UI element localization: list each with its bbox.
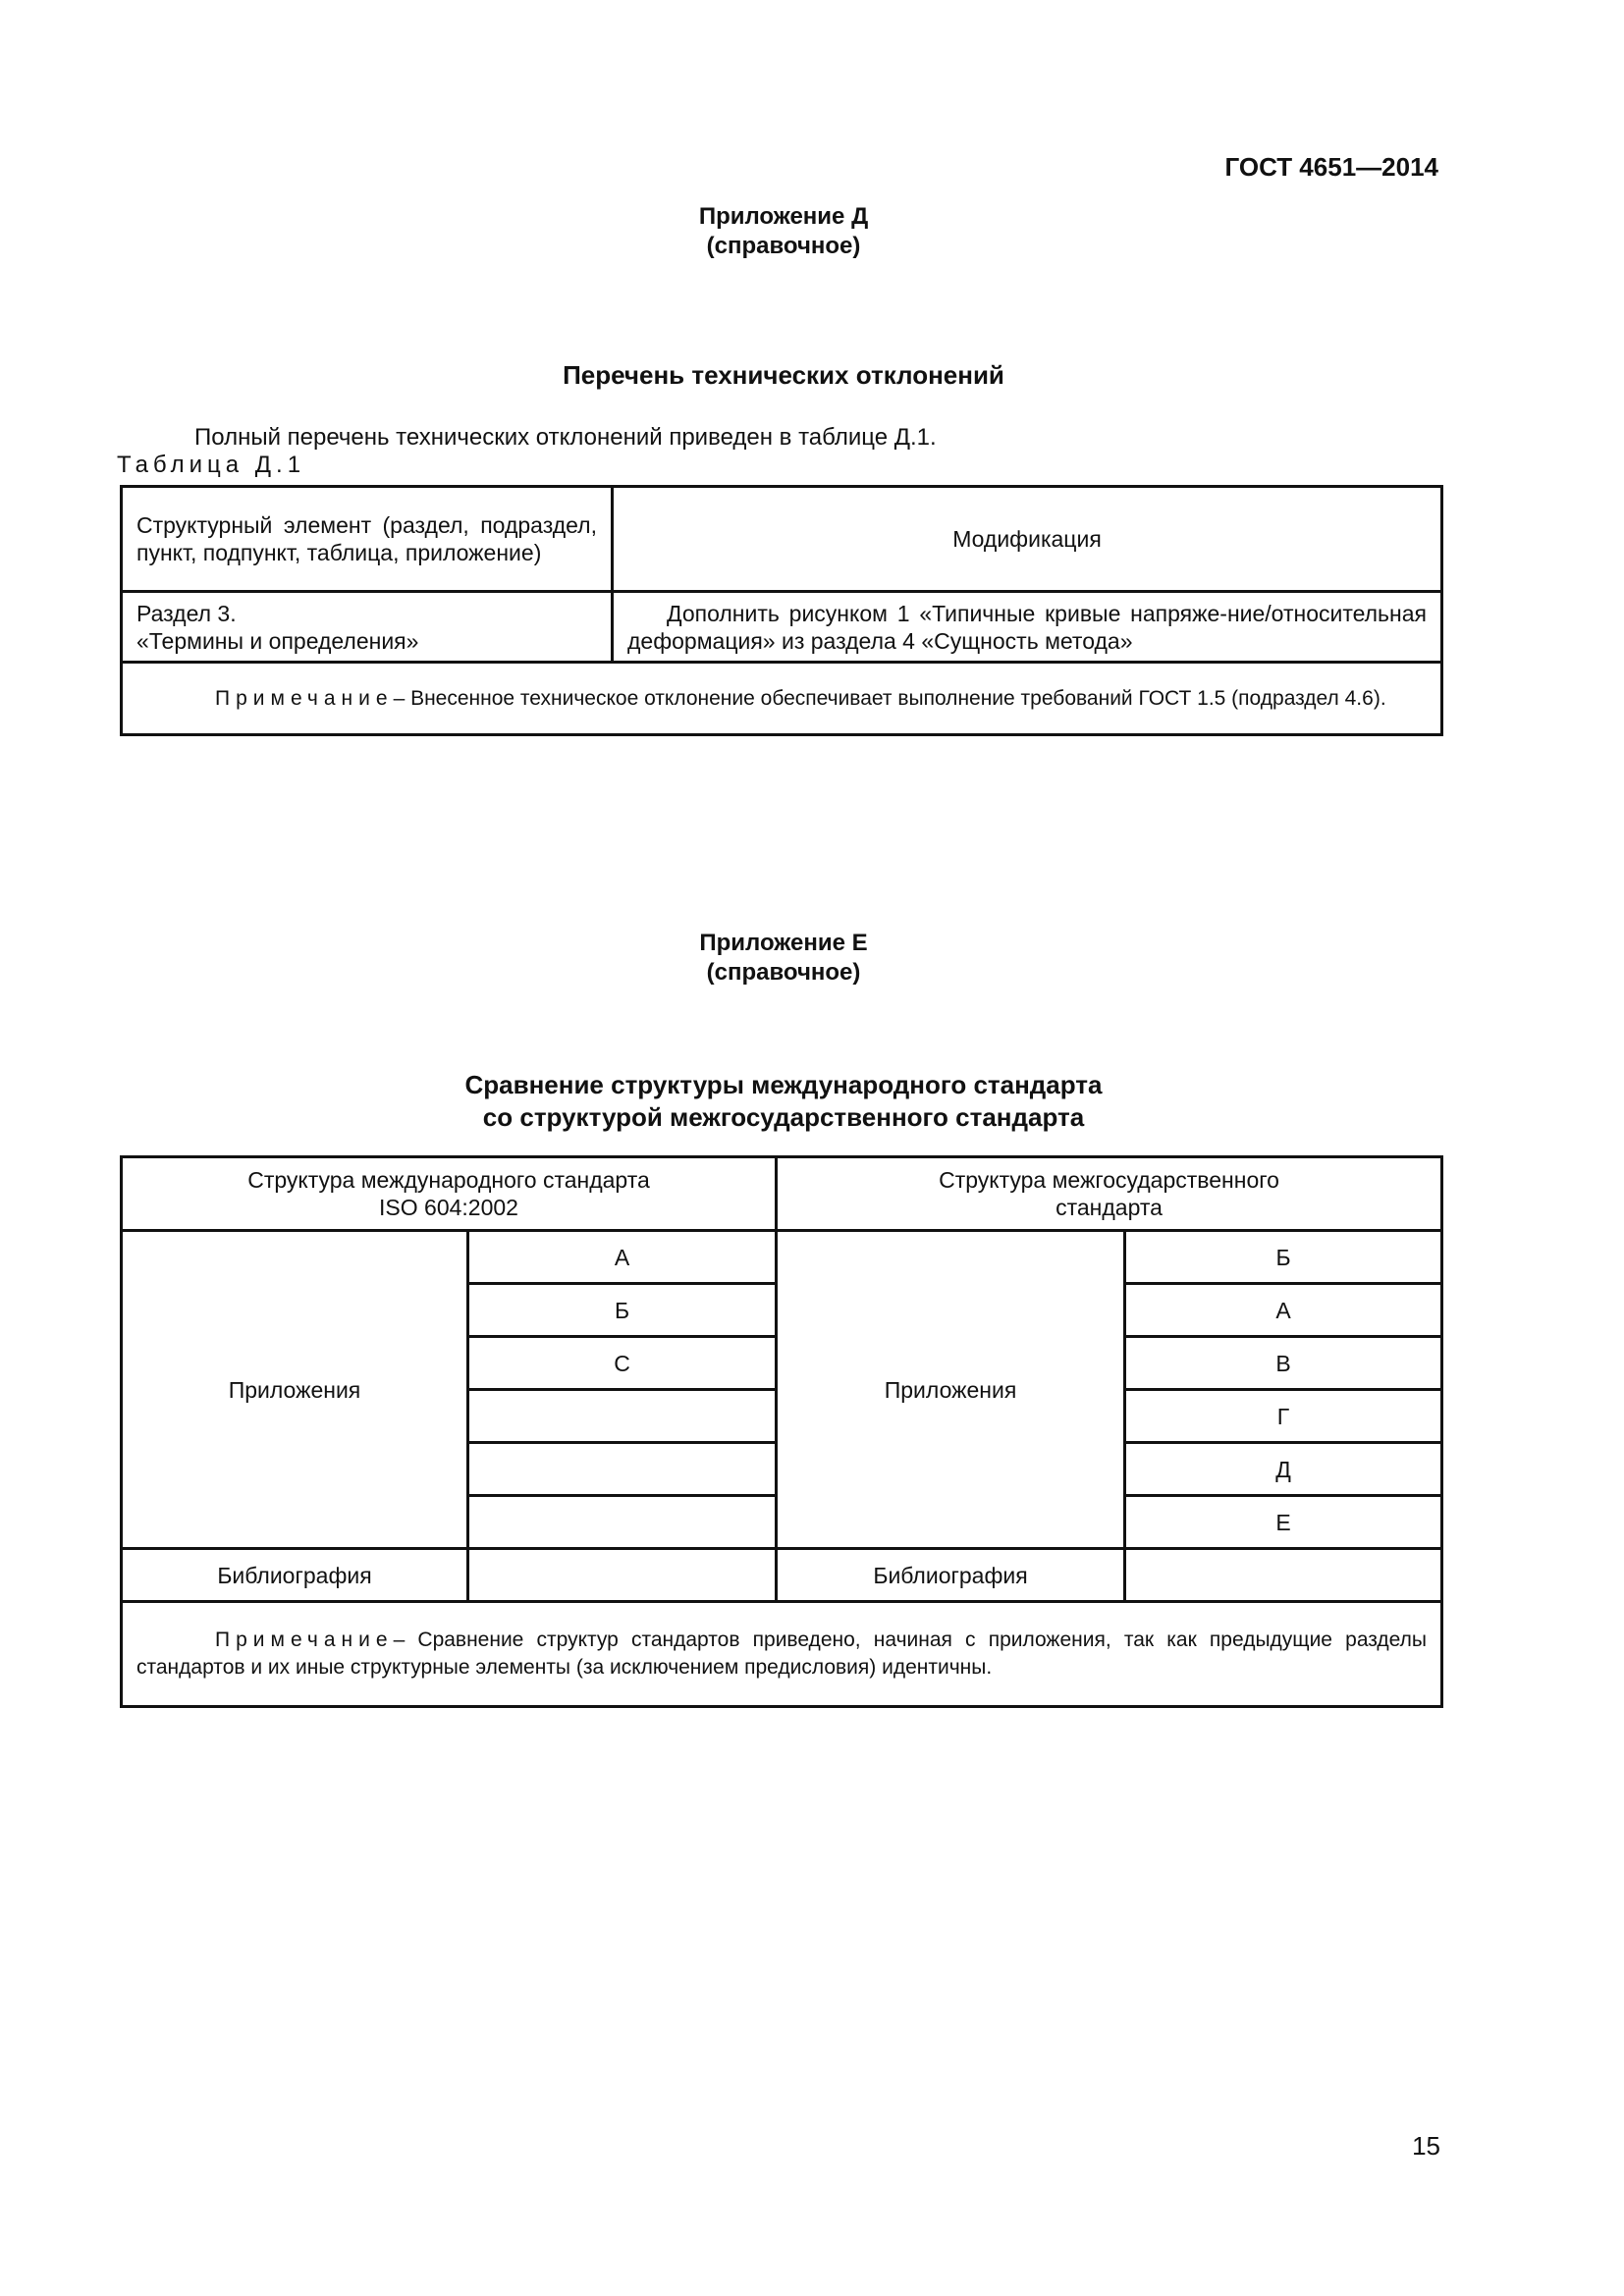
table-comparison-note-label: Примечание [215, 1629, 394, 1651]
intl-appendix-cell [468, 1390, 777, 1443]
intl-standard-header-line1: Структура международного стандарта [247, 1167, 650, 1193]
appendix-e-title: Приложение Е [699, 930, 868, 956]
interstate-appendix-cell: Д [1125, 1443, 1442, 1496]
table-comparison-note [122, 1602, 1442, 1707]
appendix-e-section-title-line1: Сравнение структуры международного стандарта [464, 1070, 1103, 1099]
table-d1-structural-element [122, 592, 613, 663]
appendix-e-heading [0, 929, 1567, 988]
appendix-e-section-title [0, 1069, 1567, 1134]
table-d1-note-label: Примечание [215, 686, 394, 710]
interstate-appendix-cell: Б [1125, 1231, 1442, 1284]
table-comparison-note-row [122, 1602, 1442, 1707]
interstate-standard-header-line2: стандарта [1056, 1195, 1163, 1220]
appendix-e-subtitle: (справочное) [706, 959, 861, 986]
interstate-appendix-cell: В [1125, 1337, 1442, 1390]
intl-appendix-cell: Б [468, 1284, 777, 1337]
table-row [122, 1231, 1442, 1284]
table-d1-note [122, 663, 1442, 735]
table-d1-section-name: «Термины и определения» [136, 627, 419, 654]
table-comparison-header-row [122, 1157, 1442, 1231]
appendix-d-heading [0, 202, 1567, 261]
table-row [122, 1549, 1442, 1602]
interstate-standard-header [777, 1157, 1442, 1231]
appendix-d-intro: Полный перечень технических отклонений приведен в таблице Д.1. [194, 424, 937, 451]
table-comparison-note-text: – Сравнение структур стандартов приведено, начиная с приложения, так как предыдущие разделы стандартов и их иные структурные элементы (за исключением предисловия) идентичны. [136, 1629, 1428, 1679]
intl-appendix-cell [468, 1496, 777, 1549]
interstate-bibliography-cell [1125, 1549, 1442, 1602]
table-d1-section-number: Раздел 3. [136, 600, 237, 626]
intl-standard-header-line2: ISO 604:2002 [379, 1195, 518, 1220]
table-row [122, 592, 1442, 663]
table-d1-note-row [122, 663, 1442, 735]
table-d1 [120, 485, 1443, 736]
intl-appendices-label: Приложения [122, 1231, 468, 1549]
interstate-appendix-cell: А [1125, 1284, 1442, 1337]
table-structure-comparison [120, 1155, 1443, 1708]
intl-bibliography-cell [468, 1549, 777, 1602]
table-d1-label: Таблица Д.1 [117, 452, 306, 478]
table-d1-modification: Дополнить рисунком 1 «Типичные кривые напряже-ние/относительная деформация» из раздела 4 «Сущность метода» [613, 592, 1442, 663]
appendix-d-subtitle: (справочное) [706, 233, 861, 259]
table-d1-col1-header: Структурный элемент (раздел, подраздел, пункт, подпункт, таблица, приложение) [122, 487, 613, 592]
page-number: 15 [1412, 2131, 1440, 2161]
table-d1-col2-header: Модификация [613, 487, 1442, 592]
appendix-d-title: Приложение Д [698, 203, 869, 230]
interstate-appendices-label: Приложения [777, 1231, 1125, 1549]
interstate-standard-header-line1: Структура межгосударственного [939, 1167, 1279, 1193]
appendix-d-section-title: Перечень технических отклонений [563, 360, 1004, 390]
interstate-bibliography-label: Библиография [777, 1549, 1125, 1602]
interstate-appendix-cell: Г [1125, 1390, 1442, 1443]
document-number: ГОСТ 4651—2014 [1224, 152, 1438, 182]
table-d1-header-row [122, 487, 1442, 592]
intl-appendix-cell: С [468, 1337, 777, 1390]
interstate-appendix-cell: Е [1125, 1496, 1442, 1549]
appendix-e-section-title-line2: со структурой межгосударственного стандарта [482, 1102, 1085, 1132]
intl-appendix-cell: А [468, 1231, 777, 1284]
intl-appendix-cell [468, 1443, 777, 1496]
intl-standard-header [122, 1157, 777, 1231]
table-d1-note-text: – Внесенное техническое отклонение обеспечивает выполнение требований ГОСТ 1.5 (подраздел 4.6). [393, 686, 1386, 710]
intl-bibliography-label: Библиография [122, 1549, 468, 1602]
